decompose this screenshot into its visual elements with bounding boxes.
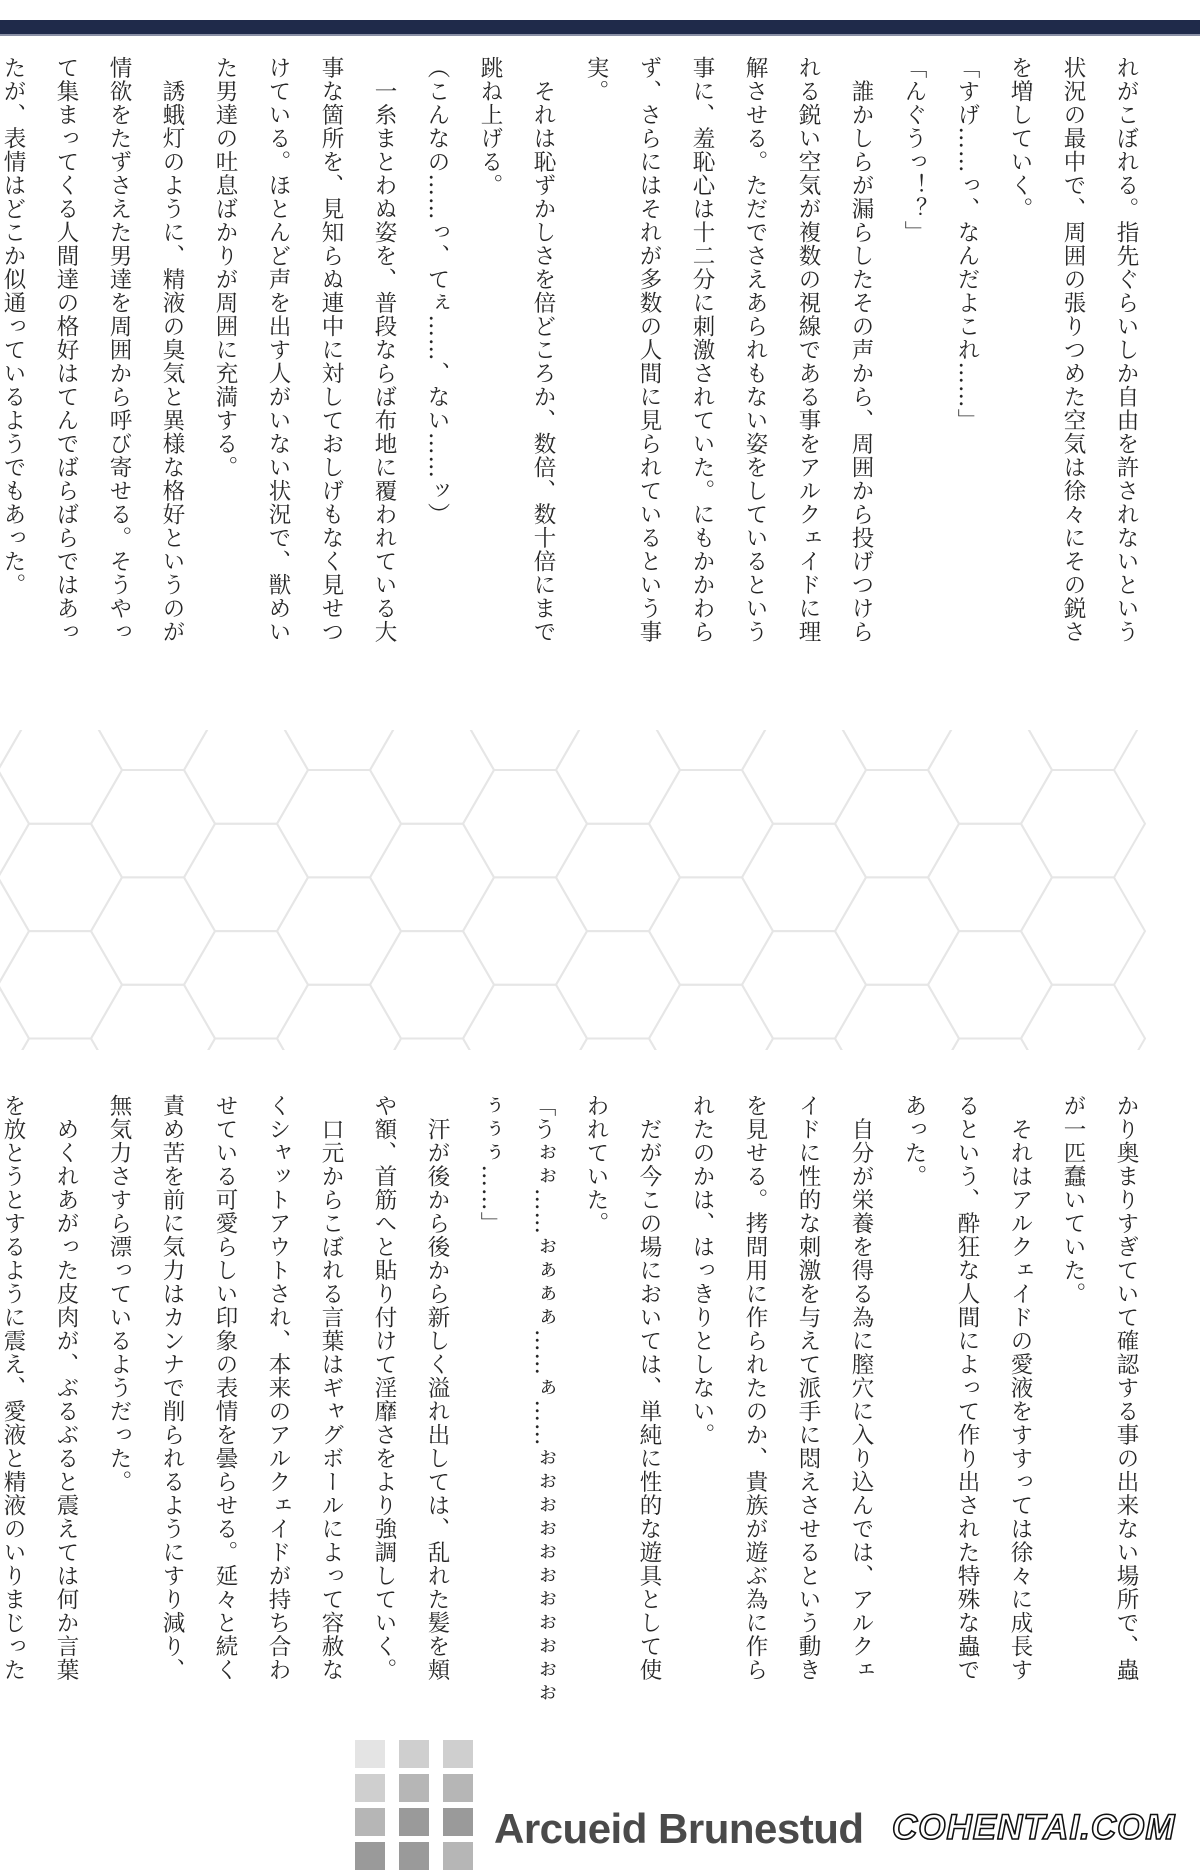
hexagon-cell — [0, 877, 29, 984]
hexagon-cell — [742, 1039, 866, 1051]
hexagon-cell — [649, 985, 773, 1050]
logo-square — [355, 1842, 385, 1870]
hexagon-cell — [0, 730, 29, 770]
brand-title: Arcueid Brunestud — [494, 1805, 864, 1852]
hexagon-cell — [649, 770, 773, 877]
text-line: 事な箇所を、見知らぬ連中に対しておしげもなく見せつ — [318, 56, 344, 644]
text-line: 「すげ……っ、なんだよこれ……」 — [954, 56, 980, 432]
hexagon-cell — [556, 824, 680, 931]
hexagon-cell — [742, 730, 866, 824]
text-line: だが今この場においては、単純に性的な遊具として使 — [636, 1094, 662, 1682]
text-line: あった。 — [901, 1094, 927, 1188]
logo-square — [443, 1740, 473, 1768]
hexagon-cell — [463, 877, 587, 984]
text-line: 一糸まとわぬ姿を、普段ならば布地に覆われている大 — [371, 56, 397, 644]
hexagon-cell — [184, 824, 308, 931]
hexagon-cell — [556, 931, 680, 1038]
hexagon-cell — [370, 1039, 494, 1051]
logo-square — [399, 1808, 429, 1836]
text-line: を増していく。 — [1007, 56, 1033, 221]
hexagon-cell — [370, 931, 494, 1038]
logo-square — [399, 1740, 429, 1768]
hexagon-cell — [91, 985, 215, 1050]
hexagon-cell — [277, 877, 401, 984]
hexagon-cell — [649, 877, 773, 984]
watermark-logo: COHENTAI.COM — [892, 1808, 1176, 1847]
hexagon-cell — [0, 730, 122, 824]
hexagon-cell — [0, 770, 29, 877]
hexagon-cell — [463, 770, 587, 877]
hexagon-cell — [1021, 985, 1145, 1050]
hexagon-cell — [184, 931, 308, 1038]
upper-text-column — [0, 56, 1152, 736]
hexagon-pattern — [0, 730, 1200, 1050]
text-line: や額、首筋へと貼り付けて淫靡さをより強調していく。 — [371, 1094, 397, 1682]
text-line: 口元からこぼれる言葉はギャグボールによって容赦な — [318, 1094, 344, 1682]
text-line: れる鋭い空気が複数の視線である事をアルクェイドに理 — [795, 56, 821, 644]
hexagon-cell — [556, 730, 680, 824]
hexagon-cell — [928, 931, 1052, 1038]
hexagon-cell — [742, 824, 866, 931]
hexagon-cell — [0, 931, 122, 1038]
text-line: くシャットアウトされ、本来のアルクェイドが持ち合わ — [265, 1094, 291, 1682]
text-line: それはアルクェイドの愛液をすすっては徐々に成長す — [1007, 1094, 1033, 1682]
text-line: 事に、羞恥心は十二分に刺激されていた。にもかかわら — [689, 56, 715, 644]
text-line: （こんなの……っ、てぇ……、ない……ッ） — [424, 56, 450, 526]
logo-square — [355, 1740, 385, 1768]
hexagon-cell — [370, 730, 494, 824]
text-line: 誰かしらが漏らしたその声から、周囲から投げつけら — [848, 56, 874, 644]
logo-square — [443, 1774, 473, 1802]
logo-squares-icon — [355, 1740, 485, 1869]
text-line: 無気力さすら漂っているようだった。 — [106, 1094, 132, 1494]
hexagon-cell — [91, 877, 215, 984]
hexagon-cell — [835, 770, 959, 877]
text-line: れがこぼれる。指先ぐらいしか自由を許されないという — [1113, 56, 1139, 644]
logo-square — [355, 1808, 385, 1836]
text-line: イドに性的な刺激を与えて派手に悶えさせるという動き — [795, 1094, 821, 1682]
hexagon-cell — [277, 985, 401, 1050]
text-line: た男達の吐息ばかりが周囲に充満する。 — [212, 56, 238, 479]
hexagon-cell — [184, 730, 308, 824]
logo-square — [443, 1808, 473, 1836]
hexagon-cell — [0, 824, 122, 931]
lower-text-column — [0, 1094, 1152, 1754]
text-line: 「うぉぉ……ぉぁぁぁ……ぁ……ぉぉぉぉぉぉぉぉぉぉぉ — [530, 1094, 556, 1705]
text-line: 「んぐうっ！？」 — [901, 56, 927, 244]
text-line: が一匹蠢いていた。 — [1060, 1094, 1086, 1306]
logo-square — [399, 1842, 429, 1870]
hexagon-cell — [928, 730, 1052, 824]
text-line: めくれあがった皮肉が、ぶるぶると震えては何か言葉 — [53, 1094, 79, 1682]
hexagon-cell — [1021, 877, 1145, 984]
text-line: ず、さらにはそれが多数の人間に見られているという事 — [636, 56, 662, 644]
text-line: 誘蛾灯のように、精液の臭気と異様な格好というのが — [159, 56, 185, 644]
text-line: 責め苦を前に気力はカンナで削られるようにすり減り、 — [159, 1094, 185, 1682]
text-line: ぅぅぅ……」 — [477, 1094, 503, 1235]
text-line: て集まってくる人間達の格好はてんでばらばらではあっ — [53, 56, 79, 644]
text-line: われていた。 — [583, 1094, 609, 1235]
text-line: れたのかは、はっきりとしない。 — [689, 1094, 715, 1447]
text-line: かり奥まりすぎていて確認する事の出来ない場所で、蟲 — [1113, 1094, 1139, 1682]
hexagon-cell — [277, 770, 401, 877]
hexagon-cell — [91, 770, 215, 877]
text-line: 状況の最中で、周囲の張りつめた空気は徐々にその鋭さ — [1060, 56, 1086, 644]
text-line: 実。 — [583, 56, 609, 103]
text-line: 解させる。ただでさえあられもない姿をしているという — [742, 56, 768, 644]
hexagon-cell — [1021, 730, 1145, 770]
hexagon-cell — [835, 985, 959, 1050]
hexagon-cell — [184, 1039, 308, 1051]
text-line: けている。ほとんど声を出す人がいない状況で、獣めい — [265, 56, 291, 644]
logo-square — [443, 1842, 473, 1870]
hexagon-cell — [835, 877, 959, 984]
text-line: 跳ね上げる。 — [477, 56, 503, 197]
hexagon-cell — [370, 824, 494, 931]
text-line: それは恥ずかしさを倍どころか、数倍、数十倍にまで — [530, 56, 556, 644]
logo-square — [355, 1774, 385, 1802]
top-border-bar — [0, 0, 1200, 38]
text-line: 自分が栄養を得る為に膣穴に入り込んでは、アルクェ — [848, 1094, 874, 1682]
text-line: を放とうとするように震え、愛液と精液のいりまじった — [0, 1094, 26, 1682]
hexagon-cell — [556, 1039, 680, 1051]
hexagon-cell — [1021, 770, 1145, 877]
logo-square — [399, 1774, 429, 1802]
hexagon-cell — [928, 1039, 1052, 1051]
text-line: たが、表情はどこか似通っているようでもあった。 — [0, 56, 26, 597]
text-line: るという、酔狂な人間によって作り出された特殊な蟲で — [954, 1094, 980, 1682]
hexagon-cell — [928, 824, 1052, 931]
hexagon-cell — [742, 931, 866, 1038]
hexagon-cell — [0, 1039, 122, 1051]
hexagon-cell — [463, 985, 587, 1050]
text-line: せている可愛らしい印象の表情を曇らせる。延々と続く — [212, 1094, 238, 1682]
text-line: 汗が後から後から新しく溢れ出しては、乱れた髪を頬 — [424, 1094, 450, 1682]
text-line: 情欲をたずさえた男達を周囲から呼び寄せる。そうやっ — [106, 56, 132, 644]
text-line: を見せる。拷問用に作られたのか、貴族が遊ぶ為に作ら — [742, 1094, 768, 1682]
